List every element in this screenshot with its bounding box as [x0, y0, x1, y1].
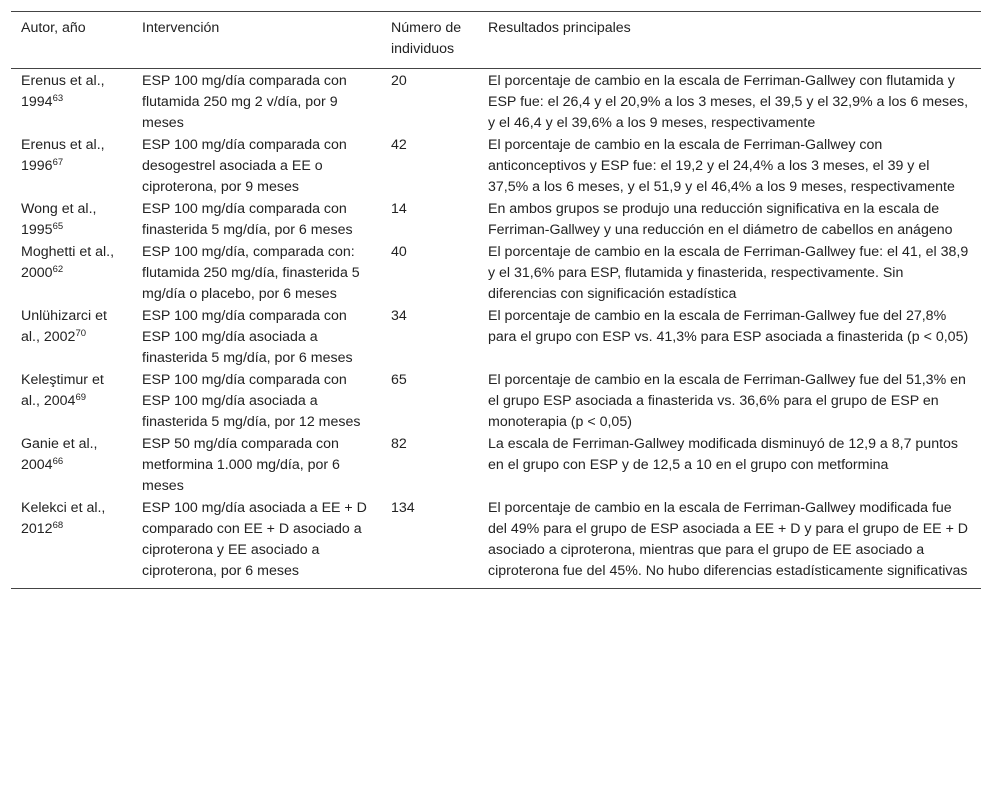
table-row	[11, 498, 981, 589]
reference-number: 62	[52, 264, 64, 275]
author-text: Erenus et al., 1994	[21, 73, 105, 110]
cell-n: 65	[391, 372, 407, 388]
cell-author	[11, 242, 132, 306]
reference-number: 69	[75, 392, 87, 403]
reference-number: 63	[52, 93, 64, 104]
cell-intervention: ESP 100 mg/día, comparada con: flutamida 250 mg/día, finasterida 5 mg/día o placebo, por 6 meses	[142, 244, 360, 302]
cell-results: El porcentaje de cambio en la escala de Ferriman-Gallwey fue del 27,8% para el grupo con ESP vs. 41,3% para ESP asociada a finasterida (p < 0,05)	[488, 308, 969, 345]
cell-intervention: ESP 100 mg/día asociada a EE + D comparado con EE + D asociado a ciproterona y EE asociado a ciproterona, por 6 meses	[142, 500, 367, 579]
author-text: Keleştimur et al., 2004	[21, 372, 104, 409]
table-container	[11, 11, 981, 589]
cell-author	[11, 370, 132, 434]
table-row	[11, 434, 981, 498]
reference-number: 66	[52, 456, 64, 467]
table-row	[11, 199, 981, 242]
header-n: Número de individuos	[391, 20, 462, 57]
cell-intervention: ESP 100 mg/día comparada con ESP 100 mg/día asociada a finasterida 5 mg/día, por 6 meses	[142, 308, 353, 366]
cell-results: El porcentaje de cambio en la escala de Ferriman-Gallwey modificada fue del 49% para el grupo de ESP asociada a EE + D y para el grupo de EE + D asociado a ciproterona, mientras que para el grupo de EE asociado a ciproterona fue del 45%. No hubo diferencias estadísticamente significativas	[488, 500, 969, 579]
table-body	[11, 69, 981, 589]
author-text: Moghetti et al., 2000	[21, 244, 115, 281]
cell-author	[11, 498, 132, 589]
cell-intervention: ESP 100 mg/día comparada con ESP 100 mg/día asociada a finasterida 5 mg/día, por 12 meses	[142, 372, 361, 430]
cell-results: El porcentaje de cambio en la escala de Ferriman-Gallwey fue: el 41, el 38,9 y el 31,6% para ESP, flutamida y finasterida, respectivamente. Sin diferencias con significación estadística	[488, 244, 969, 302]
cell-intervention: ESP 100 mg/día comparada con flutamida 250 mg 2 v/día, por 9 meses	[142, 73, 347, 131]
cell-author	[11, 199, 132, 242]
cell-results: El porcentaje de cambio en la escala de Ferriman-Gallwey con anticonceptivos y ESP fue: el 19,2 y el 24,4% a los 3 meses, el 39 y el 37,5% a los 6 meses, y el 51,9 y el 46,4% a los 9 meses, respectivamente	[488, 137, 955, 195]
header-author: Autor, año	[21, 20, 86, 36]
author-text: Kelekci et al., 2012	[21, 500, 106, 537]
cell-author	[11, 306, 132, 370]
reference-number: 70	[75, 328, 87, 339]
cell-n: 14	[391, 201, 407, 217]
cell-results: En ambos grupos se produjo una reducción significativa en la escala de Ferriman-Gallwey y una reducción en el diámetro de cabellos en anágeno	[488, 201, 953, 238]
cell-author	[11, 434, 132, 498]
reference-number: 67	[52, 157, 64, 168]
reference-number: 68	[52, 520, 64, 531]
cell-author	[11, 69, 132, 136]
author-text: Ganie et al., 2004	[21, 436, 98, 473]
cell-n: 34	[391, 308, 407, 324]
table-row	[11, 306, 981, 370]
table-row	[11, 242, 981, 306]
table-row	[11, 370, 981, 434]
header-intervention: Intervención	[142, 20, 220, 36]
cell-results: El porcentaje de cambio en la escala de Ferriman-Gallwey con flutamida y ESP fue: el 26,4 y el 20,9% a los 3 meses, el 39,5 y el 32,9% a los 6 meses, y el 46,4 y el 39,6% a los 9 meses, respectivamente	[488, 73, 969, 131]
cell-n: 42	[391, 137, 407, 153]
studies-table	[11, 11, 981, 589]
table-row	[11, 69, 981, 136]
cell-n: 20	[391, 73, 407, 89]
cell-n: 134	[391, 500, 415, 516]
table-row	[11, 135, 981, 199]
header-results: Resultados principales	[488, 20, 631, 36]
author-text: Unlühizarci et al., 2002	[21, 308, 107, 345]
cell-n: 40	[391, 244, 407, 260]
cell-intervention: ESP 100 mg/día comparada con finasterida 5 mg/día, por 6 meses	[142, 201, 353, 238]
reference-number: 65	[52, 221, 64, 232]
cell-n: 82	[391, 436, 407, 452]
cell-intervention: ESP 50 mg/día comparada con metformina 1.000 mg/día, por 6 meses	[142, 436, 340, 494]
cell-intervention: ESP 100 mg/día comparada con desogestrel asociada a EE o ciproterona, por 9 meses	[142, 137, 347, 195]
author-text: Wong et al., 1995	[21, 201, 97, 238]
cell-results: La escala de Ferriman-Gallwey modificada disminuyó de 12,9 a 8,7 puntos en el grupo con ESP y de 12,5 a 10 en el grupo con metformina	[488, 436, 959, 473]
cell-results: El porcentaje de cambio en la escala de Ferriman-Gallwey fue del 51,3% en el grupo ESP asociada a finasterida vs. 36,6% para el grupo de ESP en monoterapia (p < 0,05)	[488, 372, 966, 430]
table-header-row	[11, 12, 981, 69]
cell-author	[11, 135, 132, 199]
author-text: Erenus et al., 1996	[21, 137, 105, 174]
